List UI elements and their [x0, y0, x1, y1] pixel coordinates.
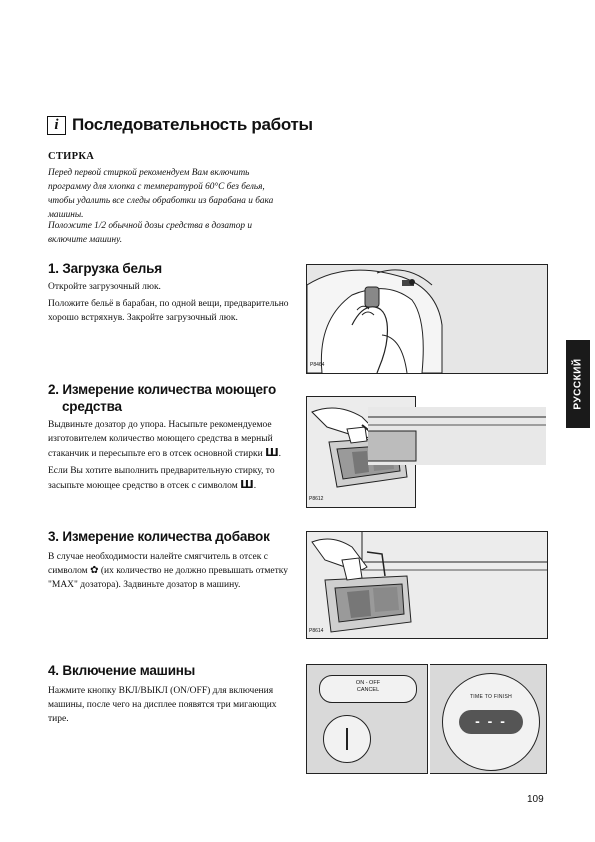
page-title: Последовательность работы [72, 115, 313, 134]
section-4-heading-line1: 4. Включение машины [48, 663, 196, 678]
drawer-side-illustration [368, 407, 546, 465]
section-3-paragraph-text-1: В случае необходимости налейте смягчитель в отсек с символом [48, 552, 268, 576]
page-number: 109 [527, 794, 544, 805]
section-3-heading [48, 528, 270, 545]
section-2-paragraph-2-text: Если Вы хотите выполнить предварительную стирку, то засыпьте моющее средство в отсек с символом [48, 466, 275, 491]
section-2-paragraph-2: Если Вы хотите выполнить предварительную стирку, то засыпьте моющее средство в отсек с символом Ш. [48, 466, 275, 491]
section-3-paragraph [48, 550, 298, 592]
figure-load-laundry [306, 264, 548, 374]
figure-softener [306, 531, 548, 639]
section-1-heading [48, 260, 162, 277]
on-off-label-line1: ON - OFF [355, 680, 381, 686]
washer-door-illustration [307, 265, 547, 373]
section-2-paragraph-1-text: Выдвиньте дозатор до упора. Насыпьте рекомендуемое изготовителем количество моющего средства в мерный стаканчик и пересыпьте его в отсек основной стирки [48, 420, 273, 459]
section-2-paragraph-1: Выдвиньте дозатор до упора. Насыпьте рекомендуемое изготовителем количество моющего средства в мерный стаканчик и пересыпьте его в отсек основной стирки Ш. [48, 420, 282, 459]
info-icon: i [47, 116, 66, 135]
section-1-paragraph-2: Положите бельё в барабан, по одной вещи, предварительно хорошо встряхнув. Закройте загрузочный люк. [48, 299, 289, 323]
on-off-button[interactable] [319, 675, 417, 703]
section-3-heading-line1: 3. Измерение количества добавок [48, 529, 270, 544]
display-dial [442, 673, 540, 771]
language-tab [566, 340, 590, 428]
section-2-heading-line1: 2. Измерение количества моющего [48, 382, 277, 397]
power-knob[interactable] [323, 715, 371, 763]
language-tab-label: РУССКИЙ [572, 358, 584, 410]
section-1-heading-line1: 1. Загрузка белья [48, 261, 162, 276]
section-3-body [48, 550, 298, 595]
figure-control-panel-left [306, 664, 428, 774]
section-4-body [48, 684, 298, 729]
softener-drawer-illustration [307, 532, 547, 638]
softener-flower-icon: ✿ [90, 565, 99, 576]
on-off-label-line2: CANCEL [356, 687, 380, 693]
figure-1-code: P8464 [310, 362, 325, 368]
section-1-body [48, 280, 298, 328]
prewash-symbol: Ш [240, 478, 254, 491]
page-title-row [47, 115, 313, 135]
intro-heading: СТИРКА [48, 151, 95, 162]
figure-2-code: P8612 [309, 496, 324, 502]
section-2-body [48, 418, 298, 496]
section-2-heading-line2: средства [62, 399, 122, 414]
section-4-heading [48, 662, 195, 679]
display-dashes: - - - [475, 713, 507, 729]
figure-drawer-side [368, 407, 546, 465]
display-screen [459, 710, 523, 734]
section-1-paragraph-1: Откройте загрузочный люк. [48, 282, 161, 292]
section-3-paragraph-text-2: (их количество не должно превышать отметку "MAX" дозатора). Задвиньте дозатор в машину. [48, 566, 289, 590]
time-to-finish-label: TIME TO FINISH [469, 694, 513, 700]
figure-3-code: P8614 [309, 628, 324, 634]
main-wash-symbol: Ш [265, 446, 279, 459]
intro-paragraph-1: Перед первой стиркой рекомендуем Вам включить программу для хлопка с температурой 60°С без белья, чтобы удалить все следы обработки из барабана и бака машины. [48, 168, 274, 220]
section-2-heading [48, 381, 276, 415]
figure-control-panel-right [430, 664, 547, 774]
section-4-paragraph: Нажмите кнопку ВКЛ/ВЫКЛ (ON/OFF) для включения машины, после чего на дисплее появятся три мигающих тире. [48, 686, 277, 724]
intro-paragraph-2: Положите 1/2 обычной дозы средства в дозатор и включите машину. [48, 221, 253, 245]
on-off-label [320, 680, 416, 694]
power-indicator-line [346, 728, 348, 750]
